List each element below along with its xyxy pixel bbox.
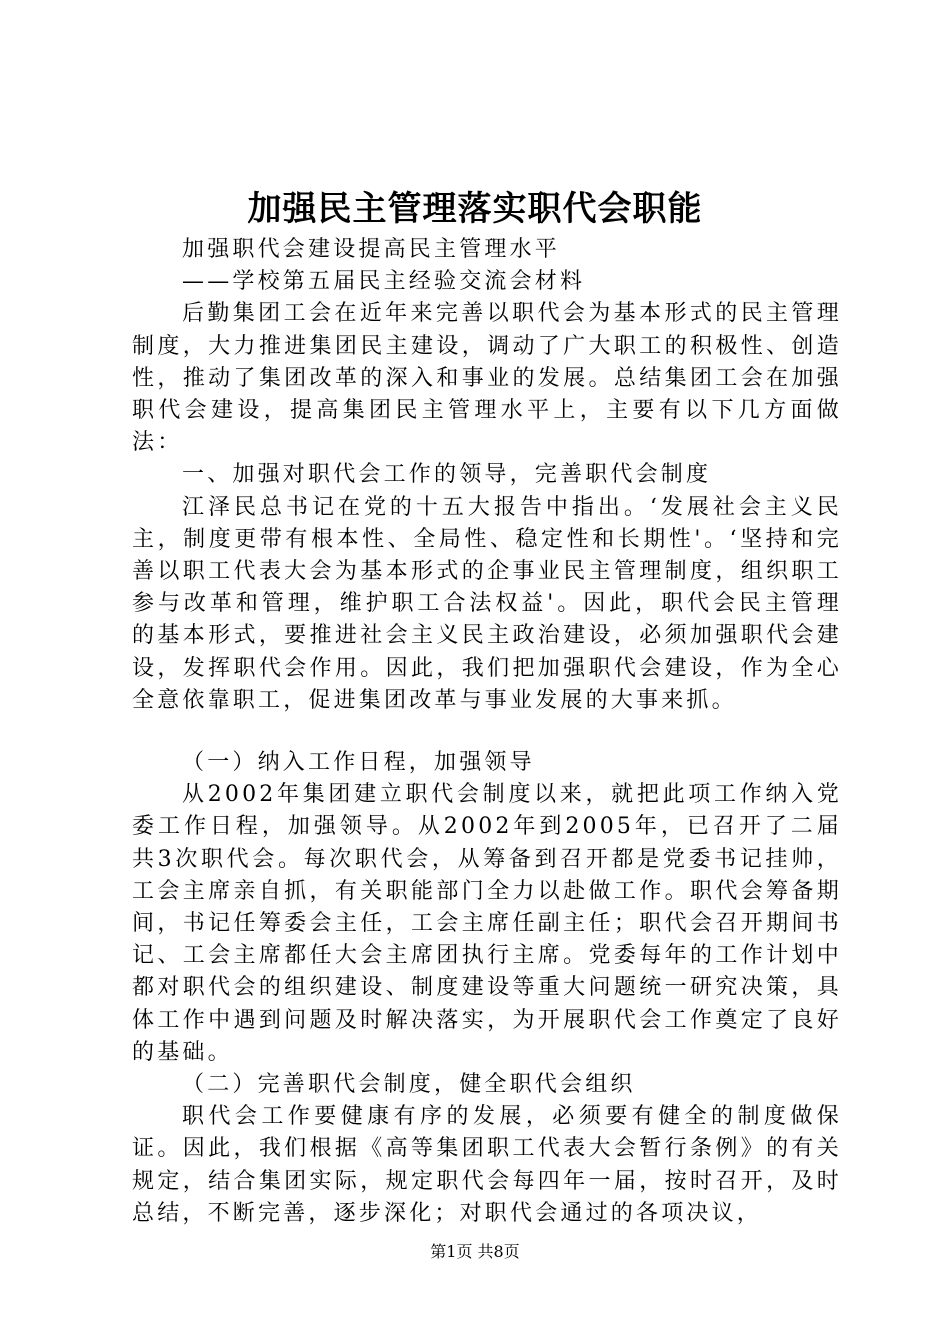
subsection-heading-1: （一）纳入工作日程，加强领导 xyxy=(182,750,535,776)
page-number-footer: 第1页 共8页 xyxy=(430,1242,520,1261)
document-body xyxy=(132,234,842,1230)
subsection-heading-2: （二）完善职代会制度，健全职代会组织 xyxy=(182,1072,636,1098)
document-title: 加强民主管理落实职代会职能 xyxy=(247,189,703,229)
intro-paragraph: 后勤集团工会在近年来完善以职代会为基本形式的民主管理制度，大力推进集团民主建设，调动了广大职工的积极性、创造性，推动了集团改革的深入和事业的发展。总结集团工会在加强职代会建设，提高集团民主管理水平上，主要有以下几方面做法： xyxy=(132,301,842,456)
subtitle-source-line: ——学校第五届民主经验交流会材料 xyxy=(182,269,586,295)
section-heading-1: 一、加强对职代会工作的领导，完善职代会制度 xyxy=(182,462,712,488)
body-paragraph: 从2002年集团建立职代会制度以来，就把此项工作纳入党委工作日程，加强领导。从2002年到2005年，已召开了二届共3次职代会。每次职代会，从筹备到召开都是党委书记挂帅，工会主席亲自抓，有关职能部门全力以赴做工作。职代会筹备期间，书记任筹委会主任，工会主席任副主任；职代会召开期间书记、工会主席都任大会主席团执行主席。党委每年的工作计划中都对职代会的组织建设、制度建设等重大问题统一研究决策，具体工作中遇到问题及时解决落实，为开展职代会工作奠定了良好的基础。 xyxy=(132,782,842,1065)
body-paragraph: 职代会工作要健康有序的发展，必须要有健全的制度做保证。因此，我们根据《高等集团职工代表大会暂行条例》的有关规定，结合集团实际，规定职代会每四年一届，按时召开，及时总结，不断完善，逐步深化；对职代会通过的各项决议， xyxy=(132,1104,842,1226)
body-paragraph: 江泽民总书记在党的十五大报告中指出。‘发展社会主义民主，制度更带有根本性、全局性、稳定性和长期性'。‘坚持和完善以职工代表大会为基本形式的企事业民主管理制度，组织职工参与改革和管理，维护职工合法权益'。因此，职代会民主管理的基本形式，要推进社会主义民主政治建设，必须加强职代会建设，发挥职代会作用。因此，我们把加强职代会建设，作为全心全意依靠职工，促进集团改革与事业发展的大事来抓。 xyxy=(132,494,842,713)
subtitle-line: 加强职代会建设提高民主管理水平 xyxy=(182,237,561,262)
